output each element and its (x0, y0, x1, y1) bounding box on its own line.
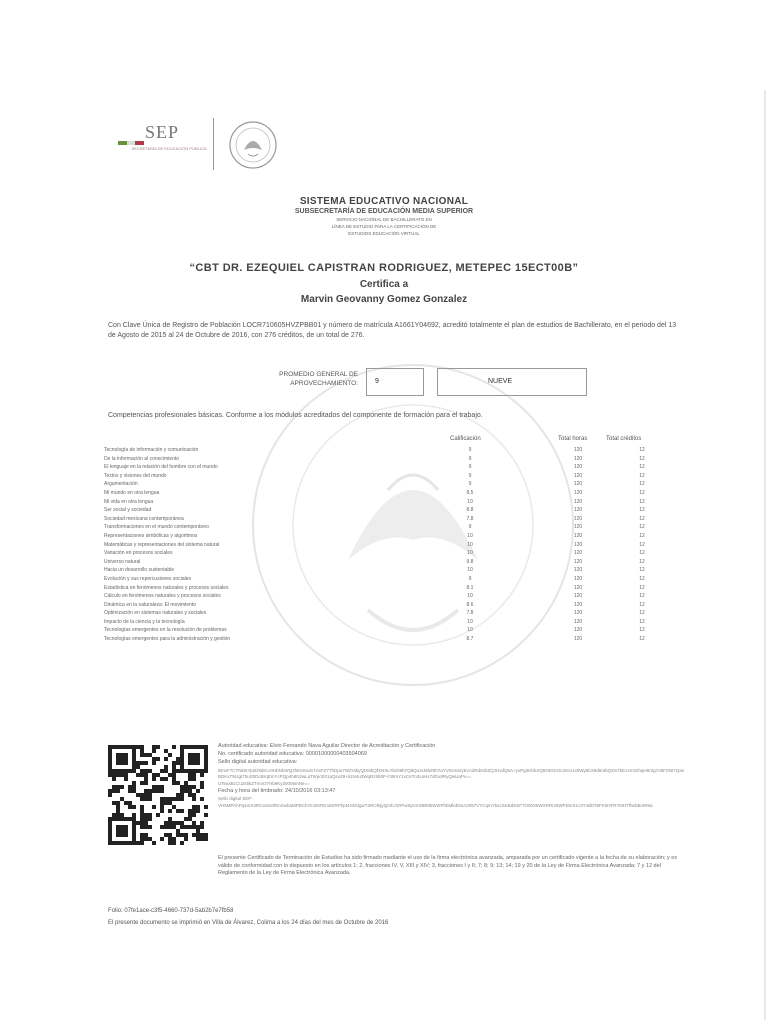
module-credits: 12 (639, 447, 645, 453)
promedio-label: PROMEDIO GENERAL DE APROVECHAMIENTO: (279, 371, 358, 387)
module-grade: 9 (468, 472, 472, 479)
module-hours: 120 (573, 524, 583, 531)
module-grade: 8.1 (466, 584, 474, 591)
promedio-value: 9 (375, 378, 379, 385)
system-heading: SISTEMA EDUCATIVO NACIONAL (299, 196, 469, 207)
module-credits: 12 (639, 601, 645, 608)
module-grade: 9 (468, 481, 472, 488)
module-name: Tecnologías emergentes para la administración y gestión (104, 636, 231, 643)
promedio-words-box (437, 368, 587, 396)
module-name: Cálculo en fenómenos naturales y procesos sociales (104, 593, 221, 600)
module-hours: 120 (573, 498, 583, 505)
module-hours: 120 (573, 567, 583, 574)
module-name: Transformaciones en el mundo contemporáneo (104, 524, 209, 531)
table-row (104, 516, 674, 525)
table-row (104, 585, 674, 594)
module-grade: 9 (468, 455, 472, 462)
module-grade: 10 (467, 567, 473, 574)
table-row (104, 559, 674, 568)
table-row (104, 610, 674, 619)
module-name: Hacia un desarrollo sustentable (104, 567, 175, 574)
module-hours: 120 (573, 558, 583, 565)
module-name: Matemáticas y representaciones del sistema natural (104, 541, 220, 548)
module-hours: 120 (573, 455, 583, 462)
table-row (104, 576, 674, 585)
module-hours: 120 (573, 464, 583, 471)
module-grade: 10 (467, 498, 473, 505)
module-credits: 12 (639, 472, 645, 479)
no-certificado-line: No. certificado autoridad educativa: 00001000000403504069 (218, 751, 367, 758)
module-credits: 12 (639, 567, 645, 574)
sello-sep-label: Sello digital SEP: (218, 795, 253, 801)
module-grade: 10 (467, 593, 473, 600)
module-hours: 120 (573, 541, 583, 548)
module-grade: 10 (467, 618, 473, 625)
module-credits: 12 (639, 498, 645, 505)
module-hours: 120 (573, 627, 583, 634)
module-credits: 12 (639, 558, 645, 565)
table-row (104, 507, 674, 516)
virtual-line: ESTUDIOS EDUCACIÓN VIRTUAL (348, 231, 420, 236)
col-total-creditos: Total créditos (606, 436, 642, 442)
module-name: Argumentación (104, 481, 138, 488)
table-row (104, 550, 674, 559)
place-date-line: El presente documento se imprimió en Villa de Álvarez, Colima a los 24 días del mes de Octubre de 2016 (108, 920, 389, 926)
module-name: Estadística en fenómenos naturales y procesos sociales (104, 584, 229, 591)
table-row (104, 593, 674, 602)
module-hours: 120 (573, 601, 583, 608)
servicio-line: SERVICIO NACIONAL DE BACHILLERATO EN (336, 217, 432, 222)
col-calificacion: Calificación (450, 436, 481, 442)
module-grade: 10 (467, 627, 473, 634)
table-row (104, 636, 674, 645)
sello-label: Sello digital autoridad educativa: (218, 759, 298, 766)
linea-line: LÍNEA DE ESTUDIO PARA LA CERTIFICACIÓN DE (331, 224, 437, 229)
module-credits: 12 (639, 584, 645, 591)
module-name: Mi vida en otra lengua (104, 498, 154, 505)
module-credits: 12 (639, 575, 645, 582)
table-row (104, 473, 674, 482)
module-hours: 120 (573, 550, 583, 557)
module-grade: 10 (467, 532, 473, 539)
table-row (104, 464, 674, 473)
module-name: Universo natural (104, 558, 141, 565)
module-credits: 12 (639, 636, 645, 643)
module-hours: 120 (573, 575, 583, 582)
subsecretaria-heading: SUBSECRETARÍA DE EDUCACIÓN MEDIA SUPERIOR (294, 208, 474, 215)
sep-color-bars (118, 141, 144, 145)
table-row (104, 627, 674, 636)
module-hours: 120 (573, 472, 583, 479)
module-credits: 12 (639, 507, 645, 514)
table-row (104, 619, 674, 628)
module-grade: 9 (468, 464, 472, 471)
module-name: Ser social y sociedad (104, 507, 152, 514)
page-edge-divider (764, 90, 766, 1020)
module-hours: 120 (573, 532, 583, 539)
sello-value: BmvF7CTNkt5Yp2D9dKLr0HbNbWQ2hEsSsxS7AsFZ7ThDpu7WZr4byQtX8bQfXNXLYbGt9b7Q8Qu3cM5Z9h7aYVDcK6ryEvAdRd0xbZQJHvdQ6A+yxPg3HhbXQ5NDGtr3c2Ksr1x9Wy6bX8d6ntbQXS7bEzxrmGhqH6r2g7o8FXNt7QaxBDKxT9Ltgt75uS0DcBrqEmYcPQp4h8N2wLaT6/pcE01aQsxZ8+kzN4u3WqRz5b0F+fJ9mY1vCeTn2LkHs7dGx8RyQwUaPv== (218, 767, 685, 779)
sep-logo-subtitle: SECRETARÍA DE EDUCACIÓN PÚBLICA (131, 146, 207, 151)
promedio-words: NUEVE (488, 378, 513, 385)
module-name: Impacto de la ciencia y la tecnología (104, 618, 185, 625)
module-name: Dinámica en la naturaleza: El movimiento (104, 601, 196, 608)
fecha-timbrado: Fecha y hora del timbrado: 24/10/2016 03:13:47 (218, 787, 336, 794)
table-row (104, 456, 674, 465)
module-hours: 120 (573, 489, 583, 496)
module-grade: 9.8 (466, 558, 474, 565)
module-credits: 12 (639, 593, 645, 600)
module-credits: 12 (639, 550, 645, 557)
module-credits: 12 (639, 464, 645, 471)
module-grade: 10 (467, 541, 473, 548)
module-hours: 120 (573, 481, 583, 488)
module-name: Variación en procesos sociales (104, 550, 173, 557)
module-credits: 12 (639, 481, 645, 488)
sep-logo-icon: SEP (145, 122, 180, 142)
module-hours: 120 (573, 584, 583, 591)
certifica-label: Certifica a (359, 279, 409, 290)
module-hours: 120 (573, 610, 583, 617)
module-grade: 9 (468, 575, 472, 582)
module-hours: 120 (573, 447, 583, 453)
module-hours: 120 (573, 515, 583, 522)
table-row (104, 490, 674, 499)
module-name: Tecnología de información y comunicación (104, 447, 199, 453)
module-hours: 120 (573, 507, 583, 514)
module-name: Evolución y sus repercusiones sociales (104, 575, 191, 582)
module-grade: 10 (467, 550, 473, 557)
module-grade: 7.8 (466, 515, 474, 522)
student-name: Marvin Geovanny Gomez Gonzalez (300, 294, 468, 305)
module-hours: 120 (573, 636, 583, 643)
module-grade: 7.8 (466, 610, 474, 617)
module-credits: 12 (639, 541, 645, 548)
module-grade: 9 (468, 447, 472, 453)
autoridad-line: Autoridad educativa: Elvio Fernando Nava Aguilar Director de Acreditación y Certificación (218, 743, 436, 749)
module-grade: 8.5 (466, 489, 474, 496)
competencias-title: Competencias profesionales básicas. Conforme a los módulos acreditados del componente de formación para el trabajo. (108, 412, 483, 419)
grades-table (104, 447, 674, 645)
promedio-value-box (366, 368, 424, 396)
table-row (104, 447, 674, 456)
logo-divider (213, 118, 214, 170)
qr-code-icon (108, 745, 208, 845)
module-name: Sociedad mexicana contemporánea (104, 515, 184, 522)
national-seal-icon (228, 120, 278, 170)
sello-sep-value: VH5MPAhPq4mX3RCwnSdRmSwbaMPBCh7m2NFEmdXRPhpt4GMJgwT3RCBljyQmhJ1RFwSpVmNBMbWZIPhbMkd0mA2057VYCqmYbxcSKBdSSF7O0hX8WXRRm5WF5SrS1c3T4dDT6FK5HFR7MHTfhebBmR6a (218, 802, 653, 808)
sello-extra: UTeaxBcCu2s5kZTmoO7Hb9Ky20006mNe== (218, 780, 310, 786)
module-name: Tecnologías emergentes en la resolución de problemas (104, 627, 227, 634)
module-name: Representaciones simbólicas y algoritmos (104, 532, 198, 539)
module-name: El lenguaje en la relación del hombre con el mundo (104, 464, 218, 471)
table-row (104, 533, 674, 542)
module-hours: 120 (573, 618, 583, 625)
module-credits: 12 (639, 627, 645, 634)
module-credits: 12 (639, 618, 645, 625)
table-row (104, 481, 674, 490)
module-grade: 8.8 (466, 507, 474, 514)
module-name: Optimización en sistemas naturales y sociales (104, 610, 207, 617)
table-row (104, 542, 674, 551)
module-credits: 12 (639, 610, 645, 617)
module-grade: 8.6 (466, 601, 474, 608)
col-total-horas: Total horas (558, 436, 588, 442)
legal-text: El presente Certificado de Terminación de Estudios ha sido firmado mediante el uso de la firma electrónica avanzada, amparada por un certificado vigente a la fecha de su elaboración; y es válido de conformidad con lo dispuesto en los artículos 1; 2, fracciones IV, V, XIII y XIV; 3, fracciones I y II; 7; 8; 9; 13; 14; 19 y 20 de la Ley de Firma Electrónica Avanzada; 7 y 12 del Reglamento de la Ley de Firma Electrónica Avanzada. (218, 855, 678, 876)
table-row (104, 499, 674, 508)
table-row (104, 524, 674, 533)
table-row (104, 567, 674, 576)
module-name: Mi mundo en otra lengua (104, 489, 160, 496)
intro-paragraph: Con Clave Única de Registro de Población LOCR710605HVZPBB01 y número de matrícula A1661Y04692, acreditó totalmente el plan de estudios de Bachillerato, en el periodo del 13 de Agosto de 2015 al 24 de Octubre de 2016, con 276 créditos, de un total de 276. (108, 322, 677, 339)
module-credits: 12 (639, 515, 645, 522)
module-credits: 12 (639, 489, 645, 496)
digital-signature-block (218, 743, 686, 810)
folio-line: Folio: 07fe1ace-c3f5-4660-737d-5ab2b7e7fb58 (108, 908, 234, 914)
module-grade: 8.7 (466, 636, 474, 643)
module-name: Textos y visiones del mundo (104, 472, 167, 479)
module-grade: 9 (468, 524, 472, 531)
module-hours: 120 (573, 593, 583, 600)
module-credits: 12 (639, 532, 645, 539)
module-name: De la información al conocimiento (104, 455, 180, 462)
school-name: “CBT DR. EZEQUIEL CAPISTRAN RODRIGUEZ, METEPEC 15ECT00B” (189, 262, 579, 274)
table-row (104, 602, 674, 611)
module-credits: 12 (639, 455, 645, 462)
module-credits: 12 (639, 524, 645, 531)
